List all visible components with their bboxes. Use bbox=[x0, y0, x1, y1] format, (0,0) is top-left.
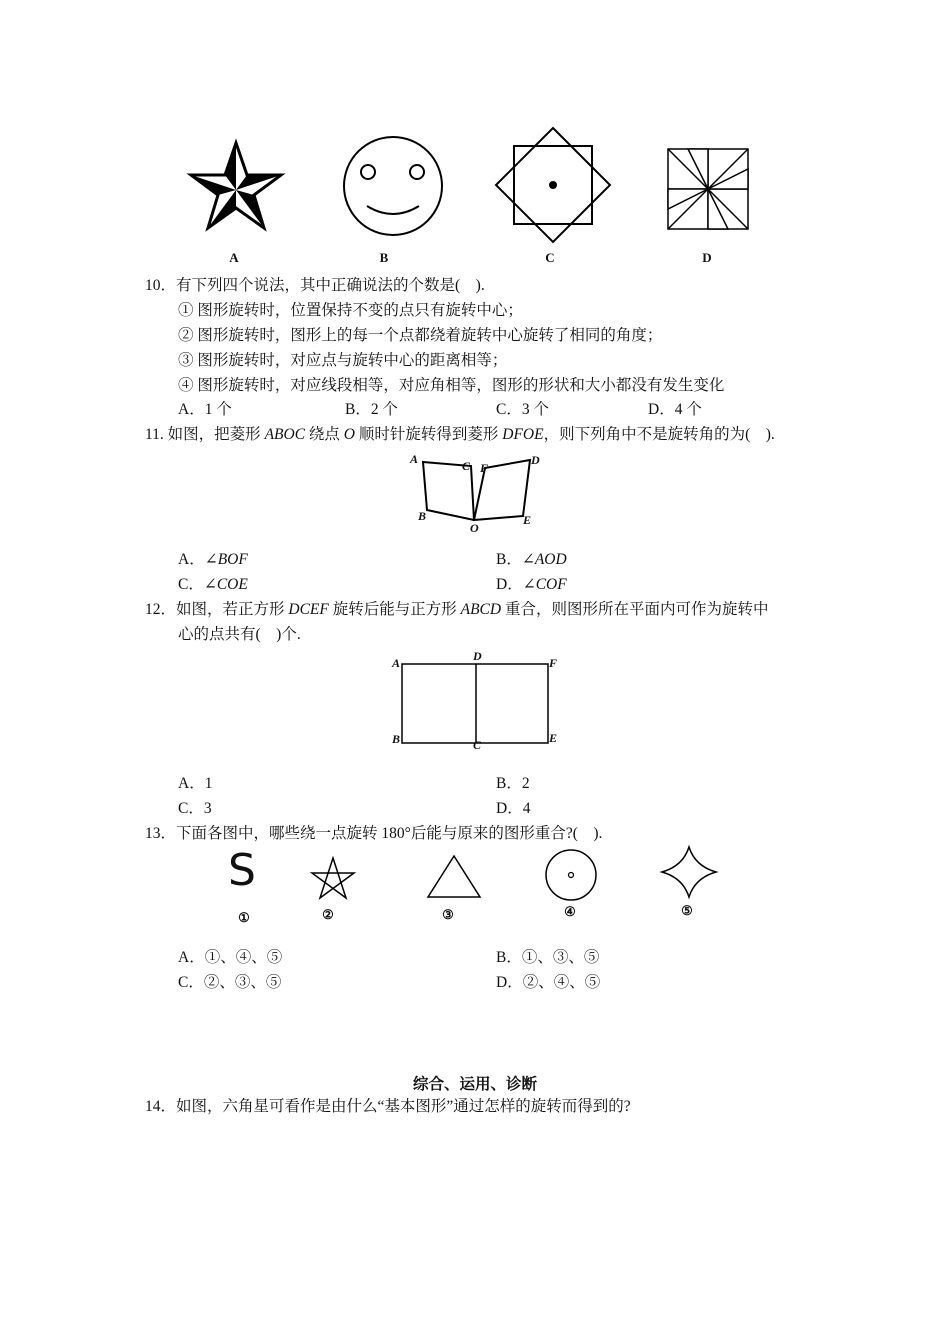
q11-stem bbox=[145, 425, 775, 445]
q12-option-c[interactable]: C．3 bbox=[178, 800, 212, 817]
figure-label-a: A bbox=[229, 250, 239, 265]
fig11-label-a: A bbox=[410, 452, 419, 466]
option-prefix: D．∠ bbox=[496, 576, 536, 593]
q10-statement-3: ③ 图形旋转时，对应点与旋转中心的距离相等； bbox=[178, 352, 508, 369]
figure-label-d: D bbox=[702, 250, 712, 265]
option-prefix: A．∠ bbox=[178, 551, 218, 568]
q13-option-d[interactable]: D．②、④、⑤ bbox=[496, 974, 601, 991]
q11-stem-part: 顺时针旋转得到菱形 bbox=[355, 426, 503, 443]
q12-option-a[interactable]: A．1 bbox=[178, 775, 213, 792]
q10-statement-2: ② 图形旋转时，图形上的每一个点都绕着旋转中心旋转了相同的角度； bbox=[178, 327, 663, 344]
q12-stem-part: 12．如图，若正方形 bbox=[145, 601, 289, 618]
triangle-icon bbox=[428, 856, 480, 897]
q10-option-b[interactable]: B．2 个 bbox=[345, 401, 398, 418]
square-dcef: DCEF bbox=[288, 601, 329, 618]
q13-option-b[interactable]: B．①、③、⑤ bbox=[496, 949, 600, 966]
q13-stem: 13．下面各图中，哪些绕一点旋转 180°后能与原来的图形重合?( ). bbox=[145, 825, 603, 842]
q13-option-a[interactable]: A．①、④、⑤ bbox=[178, 949, 283, 966]
angle-name: COF bbox=[535, 576, 567, 593]
fig11-label-o: O bbox=[470, 521, 479, 535]
angle-name: BOF bbox=[217, 551, 248, 568]
fig12-label-b: B bbox=[392, 732, 401, 746]
fig12-label-f: F bbox=[549, 656, 558, 670]
figure-label-c: C bbox=[545, 250, 555, 265]
q13-option-c[interactable]: C．②、③、⑤ bbox=[178, 974, 282, 991]
q12-stem bbox=[145, 600, 768, 620]
fig12-label-e: E bbox=[549, 731, 558, 745]
point-o: O bbox=[343, 426, 355, 443]
fig12-label-c: C bbox=[473, 738, 482, 752]
q11-option-c[interactable] bbox=[178, 575, 248, 595]
option-prefix: B．∠ bbox=[496, 551, 535, 568]
q10-option-a[interactable]: A．1 个 bbox=[178, 401, 232, 418]
q11-stem-part: 11. 如图，把菱形 bbox=[145, 426, 265, 443]
q13-figures bbox=[0, 845, 950, 935]
fig11-label-f: F bbox=[480, 461, 489, 475]
q11-option-b[interactable] bbox=[496, 550, 567, 570]
rhombus-dfoe: DFOE bbox=[502, 426, 544, 443]
q11-stem-part: 绕点 bbox=[305, 426, 344, 443]
star-figure bbox=[0, 0, 950, 270]
s-shape-figure: S bbox=[228, 845, 256, 896]
q13-label-1: ① bbox=[238, 910, 250, 925]
q10-statement-1: ① 图形旋转时，位置保持不变的点只有旋转中心； bbox=[178, 302, 523, 319]
q14-stem: 14．如图，六角星可看作是由什么“基本图形”通过怎样的旋转而得到的? bbox=[145, 1098, 631, 1115]
q12-stem-part: 重合，则图形所在平面内可作为旋转中 bbox=[501, 601, 769, 618]
circle-dot-icon bbox=[546, 850, 596, 900]
q10-option-c[interactable]: C．3 个 bbox=[496, 401, 549, 418]
q13-label-5: ⑤ bbox=[681, 903, 693, 918]
square-abcd: ABCD bbox=[460, 601, 502, 618]
four-point-star-icon bbox=[662, 847, 716, 897]
q12-stem-line2: 心的点共有( )个. bbox=[178, 626, 301, 643]
q11-stem-part: ，则下列角中不是旋转角的为( ). bbox=[543, 426, 775, 443]
q12-option-b[interactable]: B．2 bbox=[496, 775, 530, 792]
fig11-label-d: D bbox=[531, 453, 540, 467]
fig12-label-a: A bbox=[392, 656, 401, 670]
q10-statement-4: ④ 图形旋转时，对应线段相等，对应角相等，图形的形状和大小都没有发生变化 bbox=[178, 377, 725, 394]
fig11-label-c: C bbox=[462, 459, 471, 473]
pentagram-icon bbox=[312, 858, 354, 898]
fig12-label-d: D bbox=[473, 649, 482, 663]
squares-dot-icon bbox=[496, 128, 610, 242]
q10-stem: 10．有下列四个说法，其中正确说法的个数是( ). bbox=[145, 277, 485, 294]
q13-label-2: ② bbox=[322, 907, 334, 922]
angle-name: AOD bbox=[534, 551, 567, 568]
q12-stem-part: 旋转后能与正方形 bbox=[328, 601, 461, 618]
smiley-face-icon bbox=[344, 137, 442, 235]
angle-name: COE bbox=[216, 576, 248, 593]
fig11-label-e: E bbox=[523, 513, 532, 527]
q12-option-d[interactable]: D．4 bbox=[496, 800, 531, 817]
shaded-star-icon bbox=[191, 143, 281, 228]
option-prefix: C．∠ bbox=[178, 576, 217, 593]
q13-label-3: ③ bbox=[442, 907, 454, 922]
pinwheel-icon bbox=[668, 149, 748, 229]
section-title: 综合、运用、诊断 bbox=[412, 1076, 537, 1093]
q13-label-4: ④ bbox=[564, 904, 576, 919]
rhombus-aboc: ABOC bbox=[264, 426, 306, 443]
q11-option-a[interactable] bbox=[178, 550, 248, 570]
fig11-label-b: B bbox=[418, 509, 427, 523]
figure-label-b: B bbox=[379, 250, 389, 265]
q10-option-d[interactable]: D．4 个 bbox=[648, 401, 702, 418]
q11-option-d[interactable] bbox=[496, 575, 567, 595]
